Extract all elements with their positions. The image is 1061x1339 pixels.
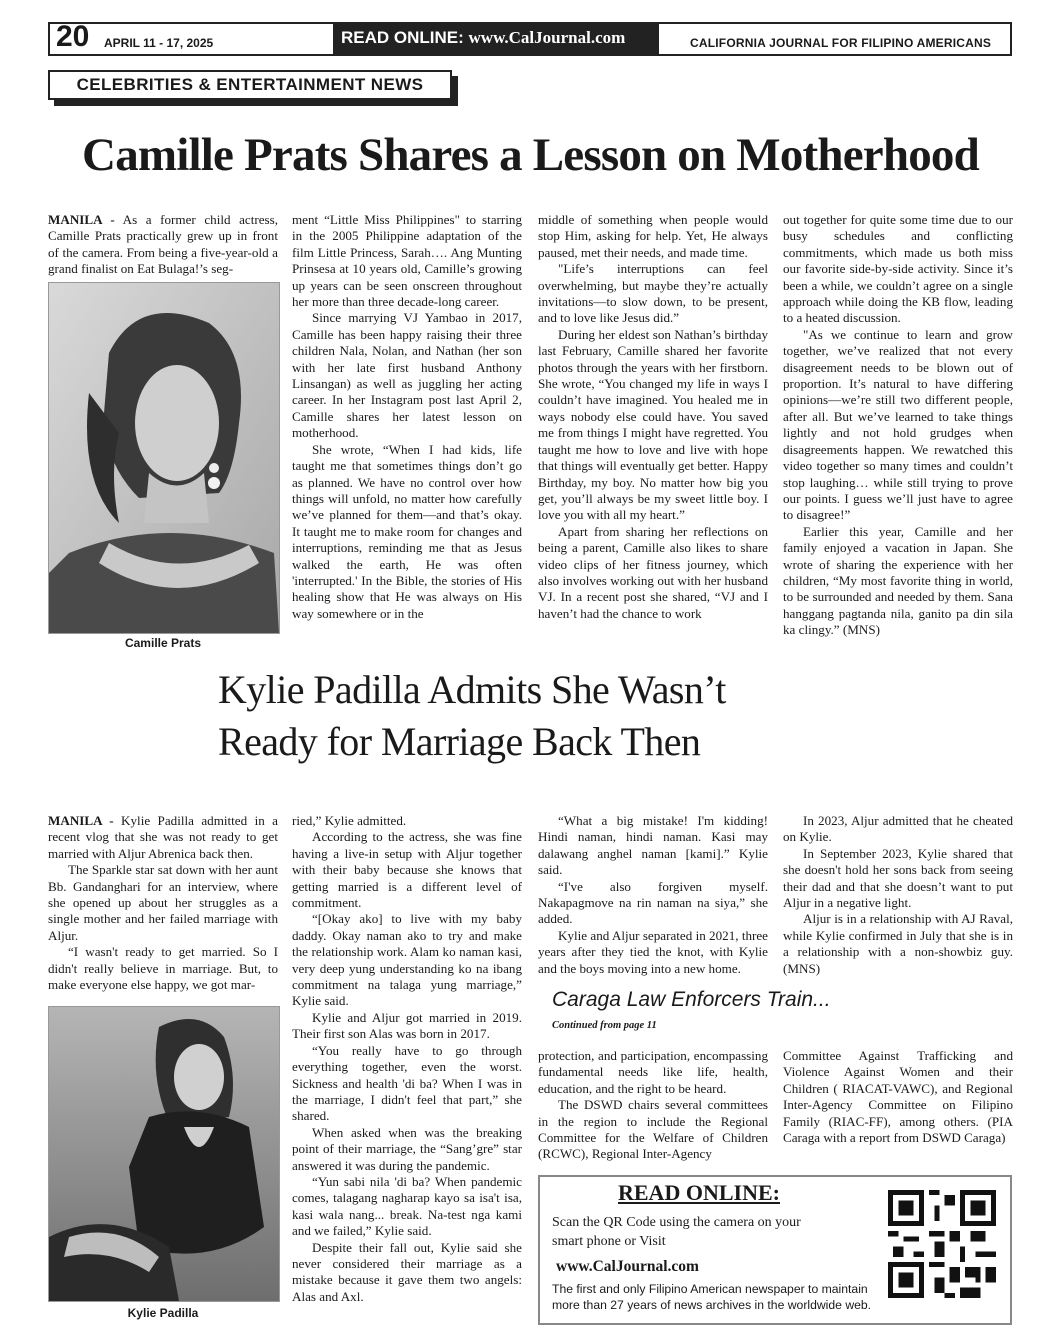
article1-paragraph: "As we continue to learn and grow together, we’ve realized that not every disagreement needs to be blown out of proportion. It’s natural to have differing opinions—we’re still two different people, after all. But we’ve learned to take things lightly and not hold grudges when disagreements happen. We rewatched this video together so many times and couldn’t stop laughing… while still trying to prove our points. I guess we’ll just have to agree to disagree!” bbox=[783, 326, 1013, 523]
article1-paragraph: During her eldest son Nathan’s birthday last February, Camille shared her favorite photos through the years with her firstborn. She wrote, “You changed my life in ways I couldn’t have imagined. You healed me in ways nobody else could have. You saved me from things I might have regretted. You taught me how to love and live with hope that things will eventually get better. Happy Birthday, my boy. No matter how big you get, you’ll always be my sweet little boy. I love you with all my heart.” bbox=[538, 326, 768, 523]
continued-paragraph: Committee Against Trafficking and Violence Against Women and their Children ( RIACAT-VAWC), and Regional Inter-Agency Committee on Filipino Family (RIAC-FF), among others. (PIA Caraga with a report from DSWD Caraga) bbox=[783, 1048, 1013, 1146]
kylie-padilla-photo bbox=[48, 1006, 280, 1302]
kylie-padilla-caption: Kylie Padilla bbox=[127, 1306, 199, 1320]
continued-story-title[interactable]: Caraga Law Enforcers Train... bbox=[552, 988, 831, 1011]
article2-paragraph: “I've also forgiven myself. Nakapagmove na rin naman na siya,” she added. bbox=[538, 878, 768, 927]
article2-paragraph: ried,” Kylie admitted. bbox=[292, 813, 407, 828]
article2-paragraph: In 2023, Aljur admitted that he cheated on Kylie. bbox=[783, 813, 1013, 845]
article2-dateline: MANILA - bbox=[48, 813, 114, 828]
section-label: CELEBRITIES & ENTERTAINMENT NEWS bbox=[48, 70, 452, 100]
article2-paragraph: Kylie Padilla admitted in a recent vlog that she was not ready to get married with Aljur Abrenica back then. bbox=[48, 813, 278, 861]
article2-paragraph: “What a big mistake! I'm kidding! Hindi naman, hindi naman. Kasi may dalawang anghel naman [kami].” Kylie said. bbox=[538, 813, 768, 878]
page-number: 20 bbox=[56, 20, 90, 53]
ad-title: READ ONLINE: bbox=[618, 1180, 780, 1205]
portrait-image bbox=[49, 1007, 279, 1301]
article1-paragraph: As a former child actress, Camille Prats practically grew up in front of the camera. From being a five-year-old a grand finalist on Eat Bulaga!’s seg- bbox=[48, 212, 278, 277]
issue-date: APRIL 11 - 17, 2025 bbox=[104, 36, 214, 50]
ad-url[interactable]: www.CalJournal.com bbox=[556, 1258, 699, 1275]
qr-code-icon[interactable] bbox=[888, 1190, 996, 1298]
article2-paragraph: Kylie and Aljur separated in 2021, three years after they tied the knot, with Kylie and the boys moving into a new home. bbox=[538, 927, 768, 976]
article2-paragraph: Despite their fall out, Kylie said she never considered their marriage as a mistake because it gave them two angels: Alas and Axl. bbox=[292, 1239, 522, 1304]
camille-prats-photo bbox=[48, 282, 280, 634]
continued-from-note: Continued from page 11 bbox=[552, 1020, 657, 1031]
article2-paragraph: “You really have to go through everything together, even the worst. Sickness and health 'di ba? When I was in the marriage, I didn't feel that part,” she shared. bbox=[292, 1042, 522, 1124]
article1-column-4 bbox=[783, 212, 1013, 639]
read-online-label: READ ONLINE: bbox=[341, 28, 464, 47]
portrait-image bbox=[49, 283, 279, 633]
article2-paragraph: In September 2023, Kylie shared that she doesn't hold her sons back from seeing their dad and that she doesn’t want to put Aljur in a negative light. bbox=[783, 845, 1013, 911]
article1-dateline: MANILA - bbox=[48, 212, 115, 227]
article2-headline-line2: Ready for Marriage Back Then bbox=[218, 719, 701, 764]
article1-paragraph: ment “Little Miss Philippines" to starring in the 2005 Philippine adaptation of the film Little Princess, Sarah…. Ang Munting Prinsesa at 10 years old, Camille’s growing up years can be seen onscreen throughout her more than three decade-long career. bbox=[292, 212, 522, 310]
article1-paragraph: out together for quite some time due to our busy schedules and conflicting commitments, which made us both miss our favorite side-by-side activity. Since it’s been a while, we couldn’t agree on a single approach while doing the KB flow, leading to a heated discussion. bbox=[783, 212, 1013, 326]
article2-paragraph: “[Okay ako] to live with my baby daddy. Okay naman ako to try and make the relationship work. Alam ko naman kasi, very deep yung understanding ko na ibang commitment na talaga yung marriage,” Kylie said. bbox=[292, 911, 522, 1009]
article2-paragraph: “I wasn't ready to get married. So I didn't really believe in marriage. But, to make everyone else happy, we got mar- bbox=[48, 944, 278, 993]
article2-paragraph: “Yun sabi nila 'di ba? When pandemic comes, talagang nagharap kayo sa isa't isa, kasi wala nang... break. Na-test nga kami and we failed,” Kylie said. bbox=[292, 1173, 522, 1239]
article1-paragraph: Apart from sharing her reflections on being a parent, Camille also likes to share video clips of her fitness journey, which also involves working out with her husband VJ. In a recent post she shared, “VJ and I haven’t had the chance to work bbox=[538, 523, 768, 621]
article2-column-1 bbox=[48, 813, 278, 993]
ad-instruction: Scan the QR Code using the camera on your smart phone or Visit bbox=[552, 1215, 801, 1249]
article1-paragraph: She wrote, “When I had kids, life taught me that sometimes things don’t go as planned. We have no control over how things will unfold, no matter how carefully we’ve planned for them—and that’s okay. It taught me to make room for changes and interruptions, reminding me that as Jesus walked the earth, He was often 'interrupted.' In the Bible, the stories of His healing show that He was always on His way somewhere or in the bbox=[292, 441, 522, 621]
ad-description: The first and only Filipino American newspaper to maintain more than 27 years of news archives in the worldwide web. bbox=[552, 1282, 872, 1312]
camille-prats-caption: Camille Prats bbox=[124, 636, 202, 650]
article1-column-2 bbox=[292, 212, 522, 622]
article2-paragraph: Aljur is in a relationship with AJ Raval, while Kylie confirmed in July that she is in a relationship with a non-showbiz guy. (MNS) bbox=[783, 911, 1013, 976]
article2-column-3 bbox=[538, 813, 768, 977]
article1-paragraph: Since marrying VJ Yambao in 2017, Camille has been happy raising their three children Nala, Nolan, and Nathan (her son with her late first husband Anthony Linsangan) as well as juggling her acting career. In her Instagram post last April 2, Camille shares her latest lesson on motherhood. bbox=[292, 310, 522, 441]
article1-column-1 bbox=[48, 212, 278, 278]
article2-paragraph: According to the actress, she was fine having a live-in setup with Aljur together with their baby because she knows that getting married is a different level of commitment. bbox=[292, 829, 522, 911]
article1-paragraph: middle of something when people would stop Him, asking for help. Yet, He always paused, met their needs, and made time. bbox=[538, 212, 768, 260]
article2-column-4 bbox=[783, 813, 1013, 977]
article1-column-3 bbox=[538, 212, 768, 622]
publication-name: CALIFORNIA JOURNAL FOR FILIPINO AMERICANS bbox=[690, 36, 992, 50]
article1-paragraph: "Life’s interruptions can feel overwhelming, but maybe they’re actually invitations—to slow down, to be present, and to love like Jesus did.” bbox=[538, 261, 768, 326]
article1-headline: Camille Prats Shares a Lesson on Motherhood bbox=[82, 129, 979, 181]
article2-paragraph: When asked when was the breaking point of their marriage, the “Sang’gre” star answered it was during the pandemic. bbox=[292, 1124, 522, 1173]
article1-paragraph: Earlier this year, Camille and her family enjoyed a vacation in Japan. She wrote of sharing the experience with her children, “My most favorite thing in world, to be surrounded and needed by them. Sana hanggang pagtanda nila, ganito pa din sila ka clingy.” (MNS) bbox=[783, 523, 1013, 638]
read-online-url[interactable]: www.CalJournal.com bbox=[468, 28, 626, 47]
article2-paragraph: The Sparkle star sat down with her aunt Bb. Gandanghari for an interview, where she opened up about her struggles as a single mother and her failed marriage with Aljur. bbox=[48, 862, 278, 943]
continued-column-2 bbox=[783, 1048, 1013, 1146]
continued-paragraph: The DSWD chairs several committees in the region to include the Regional Committee for the Welfare of Children (RCWC), Regional Inter-Agency bbox=[538, 1097, 768, 1162]
continued-paragraph: protection, and participation, encompassing fundamental needs like life, health, education, and the right to be heard. bbox=[538, 1048, 768, 1096]
article2-paragraph: Kylie and Aljur got married in 2019. Their first son Alas was born in 2017. bbox=[292, 1009, 522, 1042]
article2-headline-line1: Kylie Padilla Admits She Wasn’t bbox=[218, 667, 726, 712]
article2-headline bbox=[218, 664, 858, 768]
continued-column-1 bbox=[538, 1048, 768, 1163]
read-online-banner[interactable] bbox=[333, 22, 659, 56]
article2-column-2 bbox=[292, 813, 522, 1305]
